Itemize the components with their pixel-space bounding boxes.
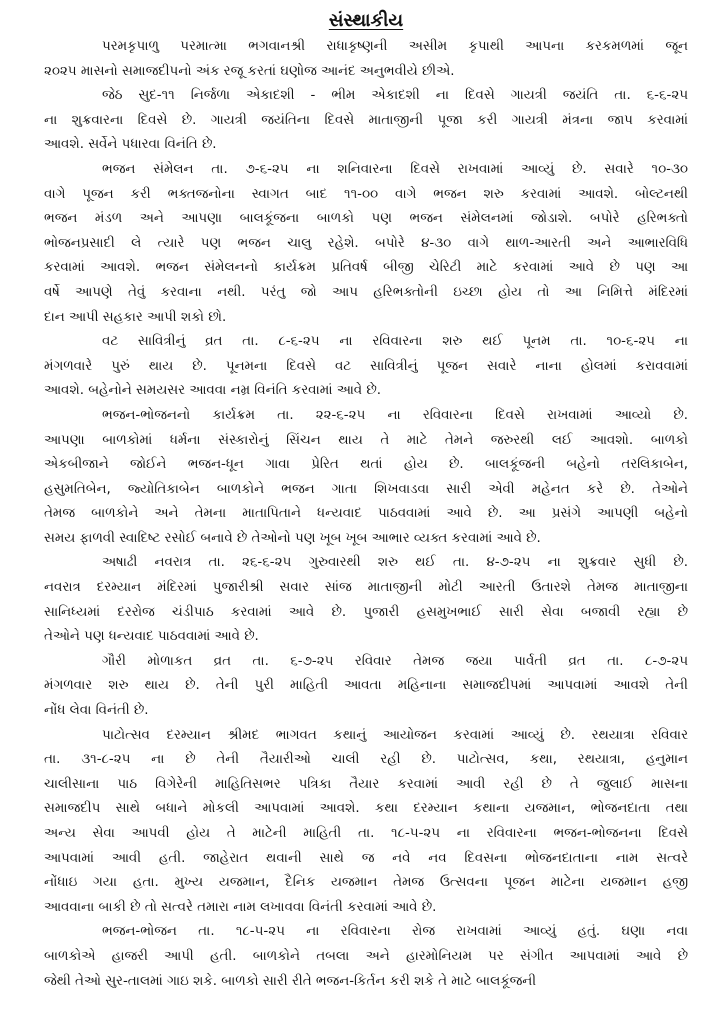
paragraph (44, 551, 688, 649)
text-line: જેઠ સુદ-૧૧ નિર્જળા એકાદશી - ભીમ એકાદશી ના દિવસે ગાયત્રી જયંતિ તા. ૬-૬-૨૫ (102, 88, 688, 104)
paragraph (44, 330, 688, 404)
text-line: ભજન સંમેલન તા. ૭-૬-૨૫ ના શનિવારના દિવસે રાખવામાં આવ્યું છે. સવારે ૧૦-૩૦ (102, 161, 688, 177)
text-line: અષાઢી નવરાત્ર તા. ૨૬-૬-૨૫ ગુરુવારથી શરુ થઈ તા. ૪-૭-૨૫ ના શુક્રવાર સુધી છે. (102, 555, 688, 571)
paragraph (44, 724, 688, 921)
text-line: બાળકોએ હાજરી આપી હતી. બાળકોને તબલા અને હારમોનિયમ પર સંગીત આપવામાં આવે છે (44, 948, 688, 964)
text-line: પરમકૃપાળુ પરમાત્મા ભગવાનશ્રી રાધાકૃષ્ણની અસીમ કૃપાથી આપના કરકમળમાં જૂન (102, 39, 688, 54)
text-line: સમાજદીપ સાથે બધાને મોકલી આપવામાં આવશે. કથા દરમ્યાન કથાના યજમાન, ભોજનદાતા તથા (44, 801, 688, 817)
text-line: ના શુક્રવારના દિવસે છે. ગાયત્રી જયંતિના દિવસે માતાજીની પૂજા કરી ગાયત્રી મંત્રના જાપ કરવામાં (44, 112, 688, 128)
text-line: ૨૦૨૫ માસનો સમાજદીપનો અંક રજૂ કરતાં ઘણોજ આનંદ અનુભવીયે છીએ. (44, 63, 455, 79)
text-line: જેથી તેઓ સુર-તાલમાં ગાઇ શકે. બાળકો સારી રીતે ભજન-કિર્તન કરી શકે તે માટે બાલકૂંજની (44, 973, 537, 989)
text-line: મંગળવારે પુરું થાય છે. પૂનમના દિવસે વટ સાવિત્રીનું પૂજન સવારે નાના હોલમાં કરાવવામાં (44, 358, 688, 374)
text-line: ભજન મંડળ અને આપણા બાલકૂંજના બાળકો પણ ભજન સંમેલનમાં જોડાશે. બપોરે હરિભક્તો (44, 211, 688, 227)
paragraph (44, 650, 688, 724)
text-line: નોંધાઇ ગયા હતા. મુખ્ય યજમાન, દૈનિક યજમાન તેમજ ઉત્સવના પૂજન માટેના યજમાન હજી (44, 875, 688, 891)
text-line: દાન આપી સહકાર આપી શકો છો. (44, 309, 227, 325)
text-line: ગૌરી મોળાકત વ્રત તા. ૬-૭-૨૫ રવિવાર તેમજ જયા પાર્વતી વ્રત તા. ૮-૭-૨૫ (102, 653, 688, 669)
text-line: વાગે પૂજન કરી ભક્તજનોના સ્વાગત બાદ ૧૧-૦૦ વાગે ભજન શરુ કરવામાં આવશે. બોલ્ટનથી (44, 186, 688, 202)
text-line: તા. ૩૧-૮-૨૫ ના છે તેની તૈયારીઓ ચાલી રહી છે. પાટોત્સવ, કથા, રથયાત્રા, હનુમાન (44, 752, 688, 768)
paragraph (44, 404, 688, 552)
text-line: તેઓને પણ ધન્યવાદ પાઠવવામાં આવે છે. (44, 629, 259, 645)
text-line: ચાલીસાના પાઠ વિગેરેની માહિતિસભર પત્રિકા તૈયાર કરવામાં આવી રહી છે તે જુલાઈ માસના (44, 776, 688, 792)
text-line: સમય ફાળવી સ્વાદિષ્ટ રસોઈ બનાવે છે તેઓનો પણ ખૂબ ખૂબ આભાર વ્યક્ત કરવામાં આવે છે. (44, 530, 541, 546)
text-line: કરવામાં આવશે. ભજન સંમેલનનો કાર્યક્રમ પ્રતિવર્ષ બીજી ચેરિટી માટે કરવામાં આવે છે પણ આ (44, 260, 688, 276)
text-line: ભોજનપ્રસાદી લે ત્યારે પણ ભજન ચાલુ રહેશે. બપોરે ૪-૩૦ વાગે થાળ-આરતી અને આભારવિધિ (44, 235, 688, 251)
paragraph (44, 84, 688, 158)
text-line: આવવાના બાકી છે તો સત્વરે તમારા નામ લખાવવા વિનંતી કરવામાં આવે છે. (44, 899, 437, 915)
text-line: હસુમતિબેન, જ્યોતિકાબેન બાળકોને ભજન ગાતા શિખવાડવા સારી એવી મહેનત કરે છે. તેઓને (44, 481, 688, 497)
paragraph (44, 35, 688, 84)
paragraph (44, 158, 688, 330)
text-line: આવશે. બહેનોને સમયસર આવવા નમ્ર વિનંતિ કરવામાં આવે છે. (44, 383, 382, 399)
text-line: મંગળવાર શરુ થાય છે. તેની પુરી માહિતી આવતા મહિનાના સમાજદીપમાં આપવામાં આવશે તેની (44, 678, 688, 694)
text-line: નોંધ લેવા વિનંતી છે. (44, 703, 149, 719)
text-line: ભજન-ભોજન તા. ૧૮-૫-૨૫ ના રવિવારના રોજ રાખવામાં આવ્યું હતું. ઘણા નવા (102, 924, 688, 940)
text-line: નવરાત્ર દરમ્યાન મંદિરમાં પુજારીશ્રી સવાર સાંજ માતાજીની મોટી આરતી ઉતારશે તેમજ માતાજીના (44, 580, 688, 596)
paragraph (44, 920, 688, 994)
page-title: સંસ્થાકીય (328, 10, 404, 31)
text-line: અન્ય સેવા આપવી હોય તે માટેની માહિતી તા. ૧૮-૫-૨૫ ના રવિવારના ભજન-ભોજનના દિવસે (44, 826, 688, 841)
article-body (44, 35, 688, 994)
text-line: ભજન-ભોજનનો કાર્યક્રમ તા. ૨૨-૬-૨૫ ના રવિવારના દિવસે રાખવામાં આવ્યો છે. (102, 407, 688, 423)
text-line: આપવામાં આવી હતી. જાહેરાત થવાની સાથે જ નવે નવ દિવસના ભોજનદાતાના નામ સત્વરે (44, 850, 688, 866)
text-line: વર્ષે આપણે તેવું કરવાના નથી. પરંતુ જો આપ હરિભક્તોની ઇચ્છા હોય તો આ નિમિત્તે મંદિરમાં (44, 284, 688, 300)
text-line: પાટોત્સવ દરમ્યાન શ્રીમદ ભાગવત કથાનું આયોજન કરવામાં આવ્યું છે. રથયાત્રા રવિવાર (102, 727, 688, 743)
text-line: સાનિધ્યમાં દરરોજ ચંડીપાઠ કરવામાં આવે છે. પુજારી હસમુખભાઈ સારી સેવા બજાવી રહ્યા છે (44, 604, 688, 620)
text-line: આવશે. સર્વેને પધારવા વિનંતિ છે. (44, 137, 217, 153)
text-line: એકબીજાને જોઈને ભજન-ધૂન ગાવા પ્રેરિત થતાં હોય છે. બાલકૂંજની બહેનો તરલિકાબેન, (44, 457, 688, 473)
text-line: વટ સાવિત્રીનું વ્રત તા. ૮-૬-૨૫ ના રવિવારના શરુ થઈ પૂનમ તા. ૧૦-૬-૨૫ ના (102, 334, 688, 350)
text-line: આપણા બાળકોમાં ધર્મના સંસ્કારોનું સિંચન થાય તે માટે તેમને જરુરથી લઈ આવશો. બાળકો (44, 432, 688, 448)
text-line: તેમજ બાળકોને અને તેમના માતાપિતાને ધન્યવાદ પાઠવવામાં આવે છે. આ પ્રસંગે આપણી બહેનો (44, 506, 688, 522)
